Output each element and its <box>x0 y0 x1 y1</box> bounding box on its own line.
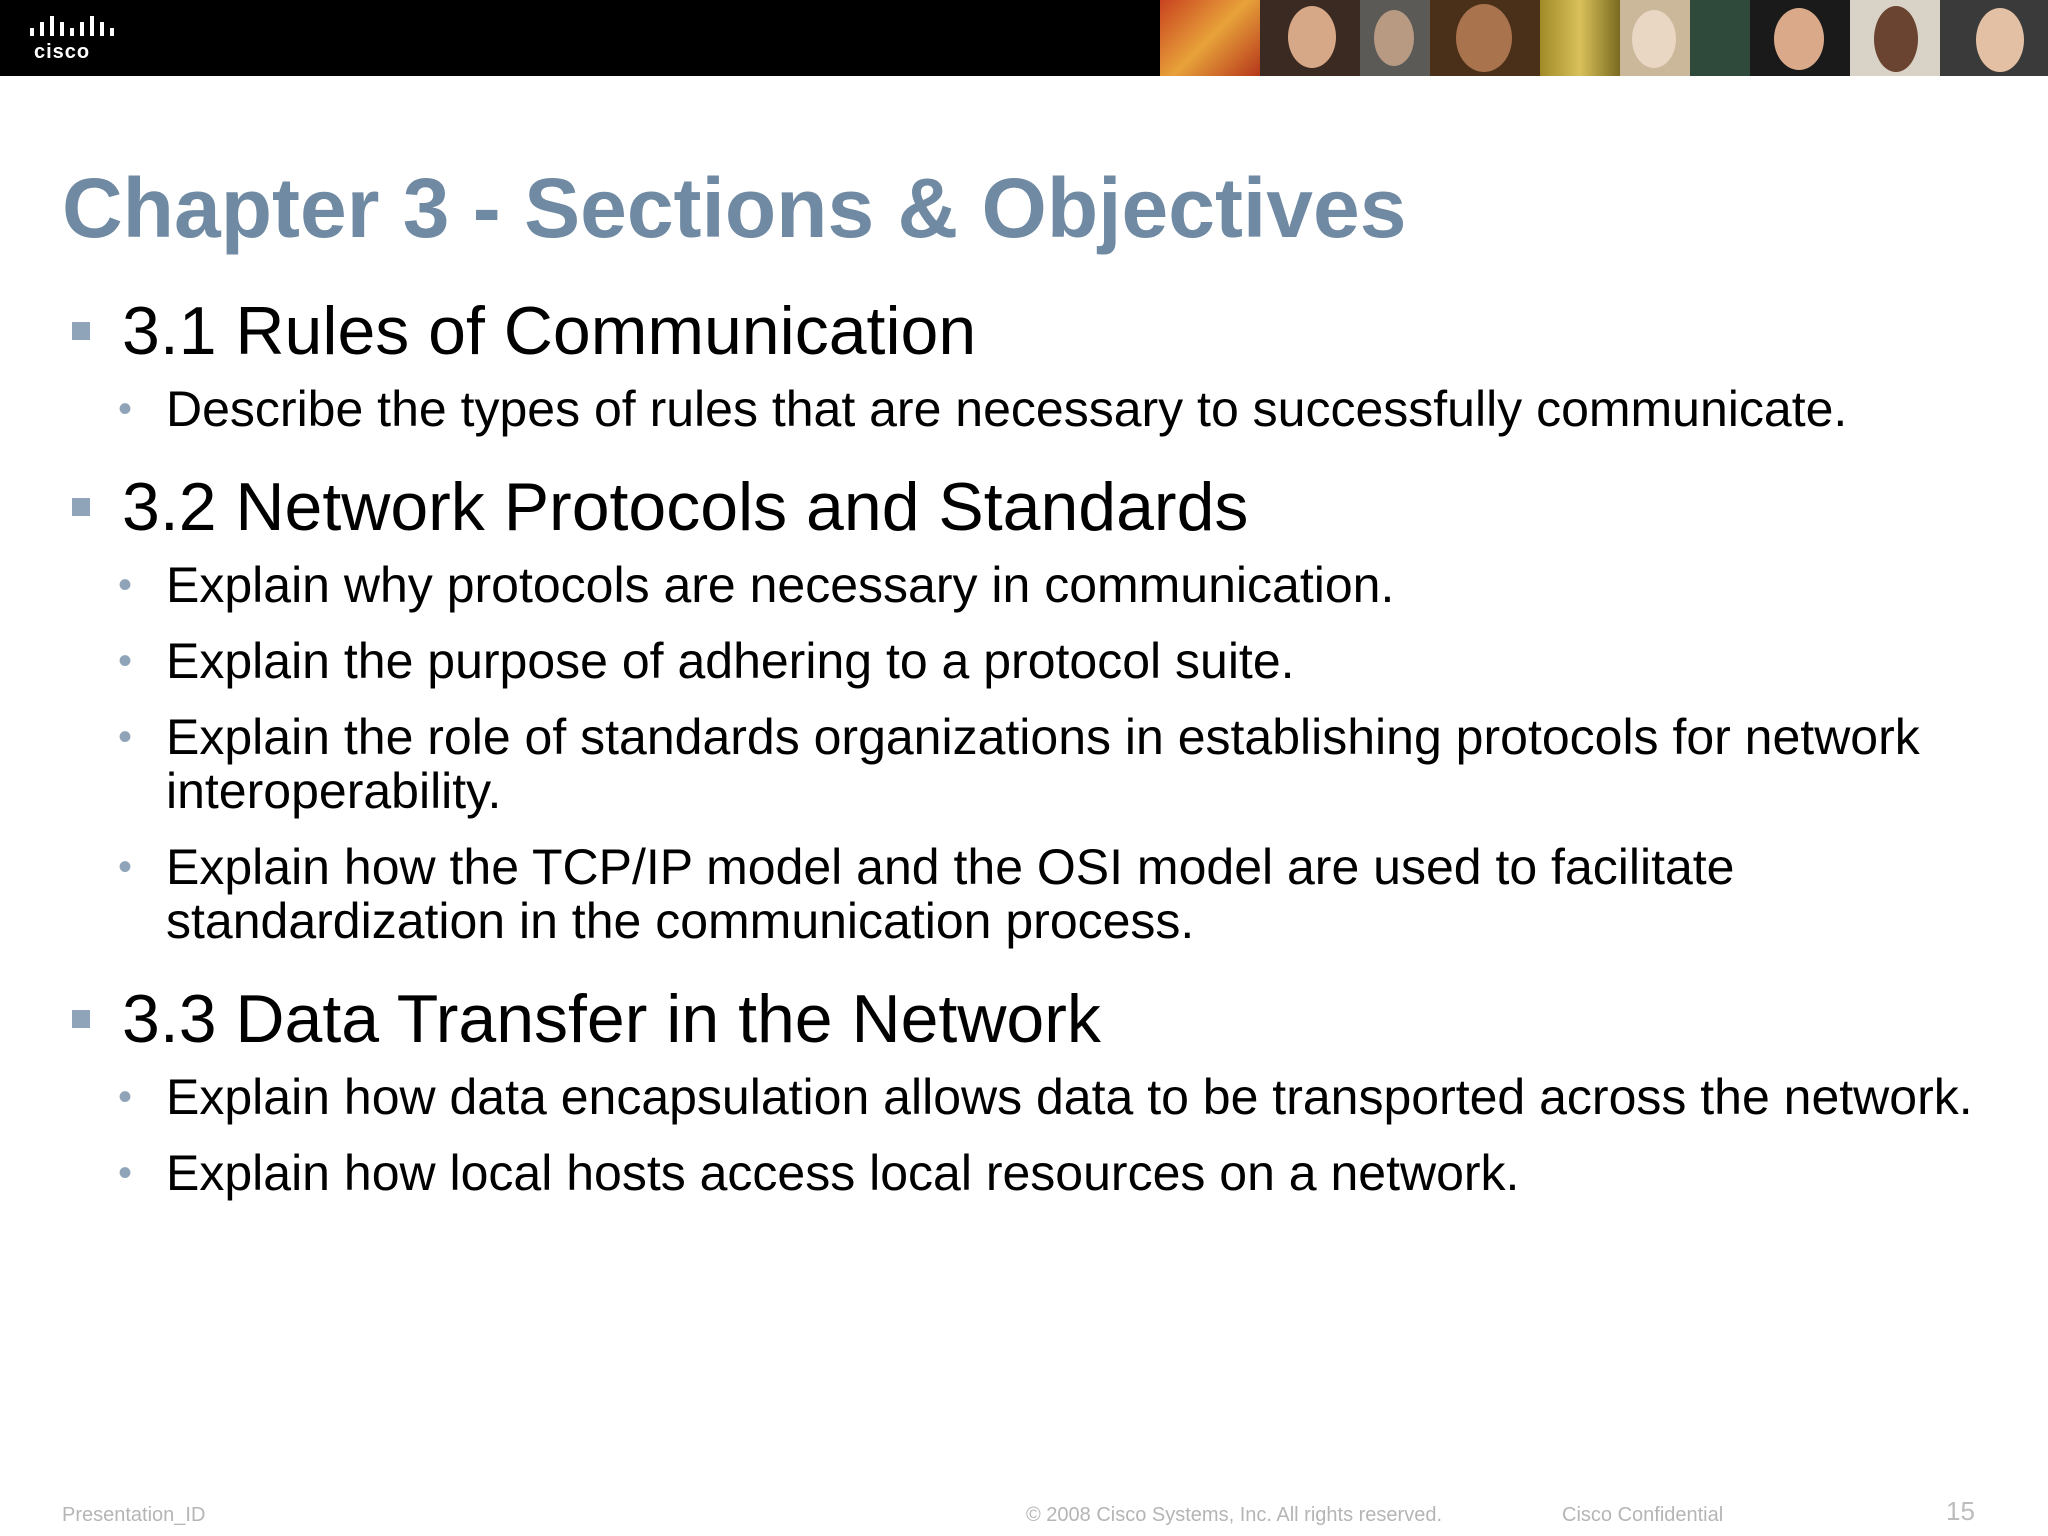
dot-bullet-icon: • <box>118 563 133 607</box>
square-bullet-icon <box>72 498 90 516</box>
dot-bullet-icon: • <box>118 639 133 683</box>
list-item <box>70 710 1990 818</box>
section-3-1 <box>70 288 1990 436</box>
objective-text: Explain why protocols are necessary in communication. <box>166 557 1395 613</box>
section-heading: 3.2 Network Protocols and Standards <box>122 469 1249 545</box>
sub-list <box>70 558 1990 948</box>
dot-bullet-icon: • <box>118 845 133 889</box>
header-photo-9 <box>1850 0 1940 76</box>
cisco-bars-icon <box>28 14 118 40</box>
dot-bullet-icon: • <box>118 1075 133 1119</box>
section-3-2 <box>70 464 1990 948</box>
sub-list <box>70 1070 1990 1200</box>
section-3-3 <box>70 976 1990 1200</box>
list-item <box>70 840 1990 948</box>
square-bullet-icon <box>72 322 90 340</box>
header-photo-10 <box>1940 0 2048 76</box>
section-heading: 3.1 Rules of Communication <box>122 293 977 369</box>
page-number: 15 <box>1946 1496 1975 1526</box>
footer-copyright: © 2008 Cisco Systems, Inc. All rights reserved. <box>1026 1504 1443 1526</box>
header-photo-8 <box>1750 0 1850 76</box>
list-item <box>70 558 1990 612</box>
list-item <box>70 382 1990 436</box>
header-photo-5 <box>1540 0 1620 76</box>
header-photo-2 <box>1260 0 1360 76</box>
dot-bullet-icon: • <box>118 387 133 431</box>
header-photo-3 <box>1360 0 1430 76</box>
dot-bullet-icon: • <box>118 1151 133 1195</box>
objective-text: Explain how the TCP/IP model and the OSI model are used to facilitate standardization in the communication process. <box>166 839 1735 949</box>
objective-text: Explain how data encapsulation allows data to be transported across the network. <box>166 1069 1973 1125</box>
dot-bullet-icon: • <box>118 715 133 759</box>
list-item <box>70 1070 1990 1124</box>
footer-confidential: Cisco Confidential <box>1562 1504 1724 1526</box>
slide-title: Chapter 3 - Sections & Objectives <box>62 161 1407 255</box>
objective-text: Explain how local hosts access local resources on a network. <box>166 1145 1520 1201</box>
header-photo-7 <box>1690 0 1750 76</box>
header-photo-4 <box>1430 0 1540 76</box>
objectives-list <box>70 288 1990 1228</box>
objective-text: Explain the role of standards organizations in establishing protocols for network interoperability. <box>166 709 1920 819</box>
header-band <box>0 0 2048 76</box>
objective-text: Explain the purpose of adhering to a protocol suite. <box>166 633 1295 689</box>
header-photo-1 <box>1160 0 1260 76</box>
section-heading: 3.3 Data Transfer in the Network <box>122 981 1101 1057</box>
list-item <box>70 1146 1990 1200</box>
cisco-logo-text: cisco <box>34 41 91 63</box>
cisco-logo <box>28 14 128 64</box>
header-photo-6 <box>1620 0 1690 76</box>
sub-list <box>70 382 1990 436</box>
square-bullet-icon <box>72 1010 90 1028</box>
header-photo-strip <box>1160 0 2048 76</box>
list-item <box>70 634 1990 688</box>
footer-presentation-id: Presentation_ID <box>62 1504 206 1526</box>
objective-text: Describe the types of rules that are necessary to successfully communicate. <box>166 381 1848 437</box>
